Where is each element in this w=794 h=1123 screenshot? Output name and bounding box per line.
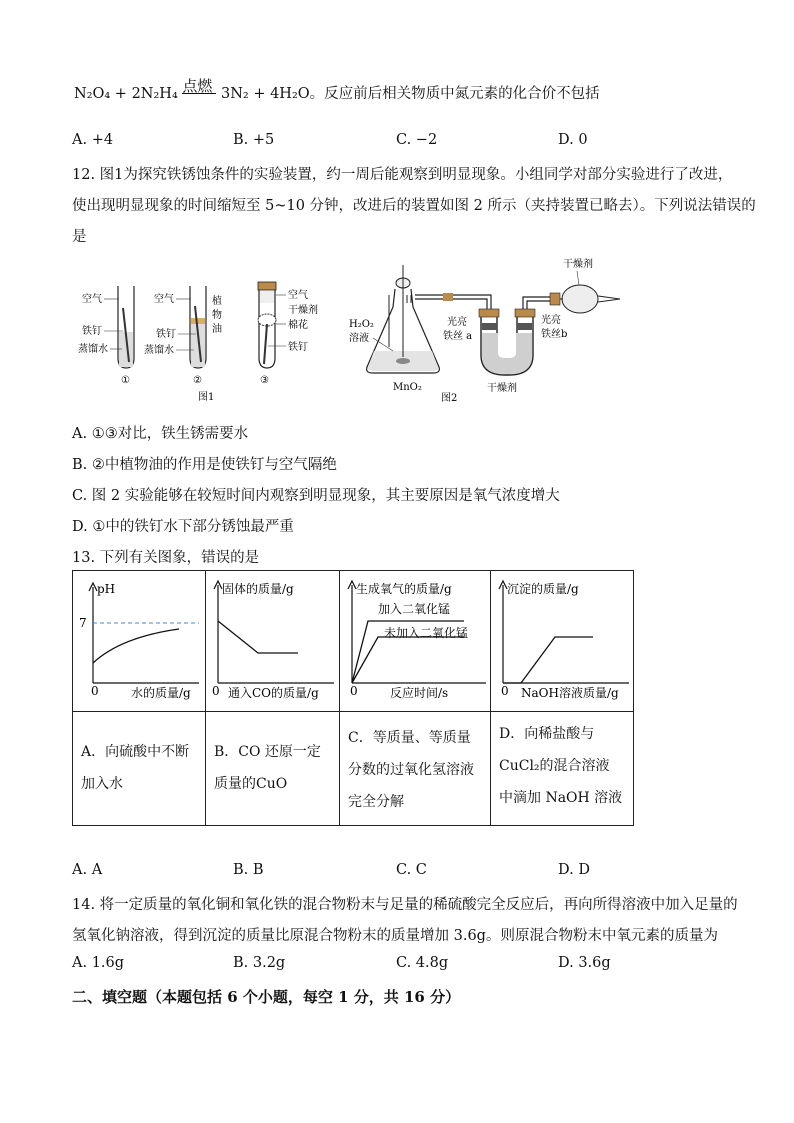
graph-d-ylabel: 沉淀的质量/g [507, 582, 579, 596]
graph-cell-b [206, 571, 340, 712]
conical-flask [367, 265, 440, 373]
q11-option-a: A. +4 [72, 132, 114, 148]
graph-b [206, 571, 339, 707]
graph-a [73, 571, 205, 707]
q13-stem: 13. 下列有关图象，错误的是 [72, 550, 260, 566]
test-tube-1 [78, 286, 134, 386]
fig1-t1-air: 空气 [82, 294, 102, 305]
caption-b-line2: 质量的CuO [214, 776, 288, 792]
caption-d-line3: 中滴加 NaOH 溶液 [499, 790, 623, 806]
drying-tube [560, 285, 620, 313]
q13-option-a: A. A [72, 862, 103, 878]
test-tube-2 [144, 286, 222, 386]
graph-cell-c [340, 571, 491, 712]
fig2-h2o2: H₂O₂ [349, 319, 374, 330]
q14-option-a: A. 1.6g [72, 955, 125, 971]
fig2-dry-bottom: 干燥剂 [487, 383, 517, 394]
figure-1 [78, 280, 338, 405]
fig1-t2-oil1: 植 [212, 296, 222, 307]
q13-option-b: B. B [233, 862, 264, 878]
equation-line [74, 77, 600, 103]
fig1-caption: 图1 [198, 392, 215, 403]
q14-option-b: B. 3.2g [233, 955, 286, 971]
graph-d-origin: 0 [501, 684, 509, 698]
caption-cell-c [340, 712, 491, 826]
fig1-t2-oil2: 物 [212, 310, 222, 321]
q12-stem-line2: 使出现明显现象的时间缩短至 5~10 分钟，改进后的装置如图 2 所示（夹持装置已略去）。下列说法错误的 [72, 198, 756, 214]
fig1-t2-num: ② [193, 375, 202, 386]
graph-a-ylabel: pH [97, 582, 116, 596]
equation-tail: 。反应前后相关物质中氮元素的化合价不包括 [309, 86, 600, 102]
equation-rhs: 3N₂ + 4H₂O [220, 86, 310, 102]
caption-cell-b [206, 712, 340, 826]
graph-c-xlabel: 反应时间/s [390, 686, 449, 700]
fig2-wire-a-label1: 光亮 [447, 317, 467, 328]
fig2-caption: 图2 [441, 393, 458, 404]
graph-c-label-no-mno2: 未加入二氧化锰 [384, 626, 469, 640]
graph-d [491, 571, 633, 707]
fig2-wire-b-label1: 光亮 [541, 315, 561, 326]
caption-a-line2: 加入水 [81, 776, 123, 792]
graph-c [340, 571, 490, 707]
fig2-solution: 溶液 [349, 333, 369, 344]
caption-a-line1: A．向硫酸中不断 [81, 744, 190, 760]
equation-lhs: N₂O₄ + 2N₂H₄ [74, 86, 178, 102]
graph-b-ylabel: 固体的质量/g [222, 582, 294, 596]
fig1-t3-dry: 干燥剂 [288, 305, 318, 316]
q14-option-d: D. 3.6g [558, 955, 611, 971]
fig2-dry-top: 干燥剂 [563, 259, 593, 270]
q12-option-c: C. 图 2 实验能够在较短时间内观察到明显现象，其主要原因是氧气浓度增大 [72, 488, 560, 504]
q11-option-b: B. +5 [233, 132, 275, 148]
fig1-t2-water: 蒸馏水 [144, 345, 174, 356]
fig1-t3-cotton: 棉花 [288, 320, 308, 331]
fig1-t3-nail: 铁钉 [288, 342, 308, 353]
fig1-t2-oil3: 油 [212, 324, 222, 335]
test-tube-3 [258, 282, 318, 386]
fig2-wire-a-label2: 铁丝 a [443, 331, 473, 342]
q12-option-b: B. ②中植物油的作用是使铁钉与空气隔绝 [72, 457, 337, 473]
caption-cell-d [491, 712, 634, 826]
caption-b-line1: B．CO 还原一定 [214, 744, 321, 760]
graph-c-ylabel: 生成氧气的质量/g [356, 582, 452, 596]
fig1-t3-num: ③ [260, 375, 269, 386]
q13-option-d: D. D [558, 862, 590, 878]
caption-cell-a [73, 712, 206, 826]
q12-option-a: A. ①③对比，铁生锈需要水 [72, 426, 249, 442]
reaction-condition: 点燃 [182, 77, 213, 95]
graph-b-origin: 0 [212, 684, 220, 698]
graph-a-origin: 0 [91, 684, 99, 698]
fig1-t1-nail: 铁钉 [82, 326, 102, 337]
q11-option-d: D. 0 [558, 132, 588, 148]
graph-a-xlabel: 水的质量/g [131, 686, 191, 700]
caption-d-line2: CuCl₂的混合溶液 [499, 758, 610, 774]
graph-a-seven: 7 [79, 616, 87, 630]
fig2-wire-b-label2: 铁丝b [541, 329, 568, 340]
q14-stem-line1: 14. 将一定质量的氧化铜和氧化铁的混合物粉末与足量的稀硫酸完全反应后，再向所得溶液中加入足量的 [72, 897, 738, 913]
graph-c-label-mno2: 加入二氧化锰 [378, 602, 451, 616]
caption-c-line2: 分数的过氧化氢溶液 [348, 762, 474, 778]
fig1-t2-nail: 铁钉 [156, 329, 176, 340]
caption-c-line1: C．等质量、等质量 [348, 730, 471, 746]
q13-graph-table [72, 570, 634, 826]
u-tube [479, 309, 535, 375]
graph-b-xlabel: 通入CO的质量/g [228, 686, 319, 700]
q11-option-c: C. −2 [396, 132, 438, 148]
q12-stem-line1: 12. 图1为探究铁锈蚀条件的实验装置，约一周后能观察到明显现象。小组同学对部分实验进行了改进， [72, 167, 733, 183]
graph-d-xlabel: NaOH溶液质量/g [521, 686, 619, 700]
q12-option-d: D. ①中的铁钉水下部分锈蚀最严重 [72, 519, 294, 535]
q12-stem-line3: 是 [72, 229, 87, 245]
reaction-arrow [182, 77, 216, 98]
fig1-t3-air: 空气 [288, 290, 308, 301]
figure-2 [345, 255, 630, 405]
fig1-t1-num: ① [121, 375, 130, 386]
caption-d-line1: D．向稀盐酸与 [499, 726, 595, 742]
caption-c-line3: 完全分解 [348, 794, 404, 810]
fig1-t1-water: 蒸馏水 [78, 344, 108, 355]
section-2-title: 二、填空题（本题包括 6 个小题，每空 1 分，共 16 分） [72, 988, 461, 1006]
graph-c-origin: 0 [350, 684, 358, 698]
fig1-t2-air: 空气 [154, 294, 174, 305]
q13-option-c: C. C [396, 862, 427, 878]
graph-cell-d [491, 571, 634, 712]
fig2-mno2: MnO₂ [393, 382, 422, 393]
q14-stem-line2: 氢氧化钠溶液，得到沉淀的质量比原混合物粉末的质量增加 3.6g。则原混合物粉末中氧元素的质量为 [72, 928, 718, 944]
graph-cell-a [73, 571, 206, 712]
q14-option-c: C. 4.8g [396, 955, 449, 971]
